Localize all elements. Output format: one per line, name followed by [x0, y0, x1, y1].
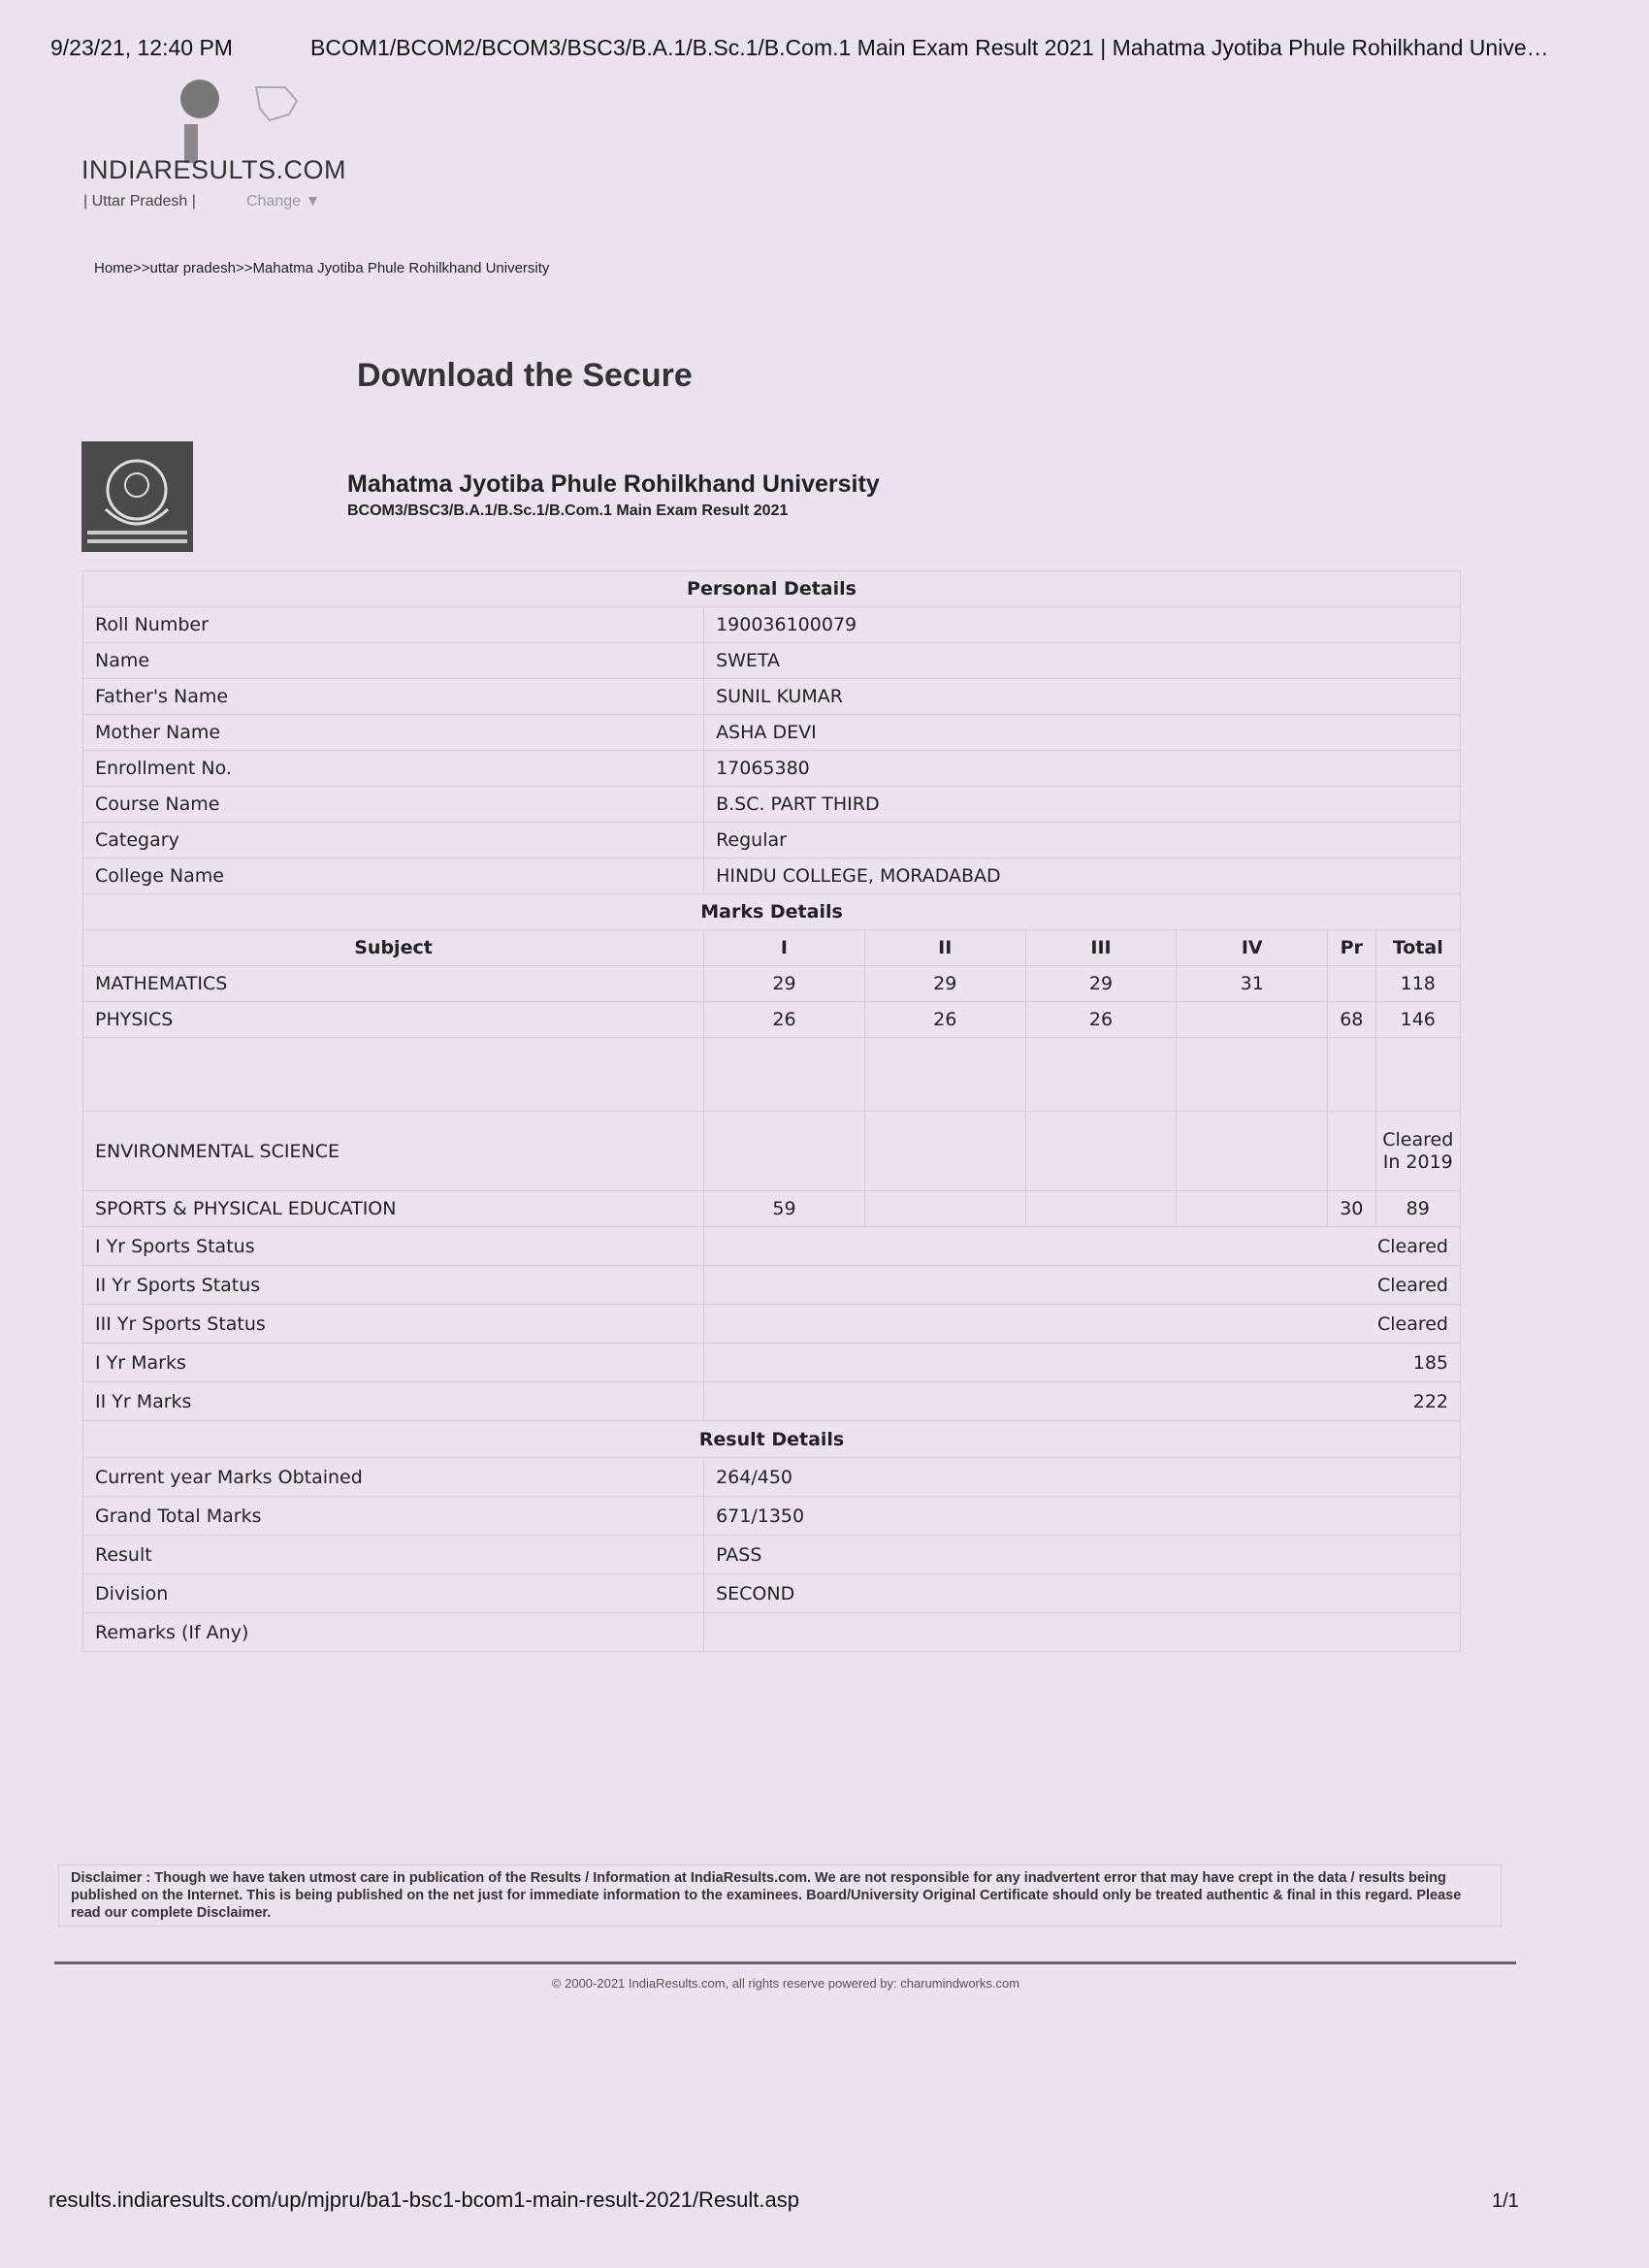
table-row [83, 607, 1461, 643]
status-value: 185 [704, 1344, 1461, 1382]
column-header: Total [1375, 930, 1460, 966]
column-header: Subject [83, 930, 704, 966]
column-header: IV [1177, 930, 1328, 966]
field-label: Course Name [83, 787, 704, 823]
subject-name: MATHEMATICS [83, 966, 704, 1002]
field-value: 190036100079 [704, 607, 1461, 643]
table-row [83, 1497, 1461, 1536]
table-row [83, 859, 1461, 894]
disclaimer: Disclaimer : Though we have taken utmost care in publication of the Results / Information at IndiaResults.com. We are not responsible for any inadvertent error that may have crept in the data / results being published on the Internet. This is being published on the net just for immediate information to the examinees. Board/University Original Certificate should only be treated authentic & final in this regard. Please read our complete Disclaimer. [58, 1864, 1502, 1927]
table-row [83, 643, 1461, 679]
column-header: Pr [1328, 930, 1375, 966]
total-cell: 146 [1375, 1002, 1460, 1038]
column-header: II [864, 930, 1025, 966]
result-table [82, 570, 1461, 1652]
subject-name: SPORTS & PHYSICAL EDUCATION [83, 1191, 704, 1227]
logo-text: INDIARESULTS.COM [81, 155, 347, 184]
marks-column-headers [83, 930, 1461, 966]
field-label: College Name [83, 859, 704, 894]
table-row [83, 1458, 1461, 1497]
field-label: Division [83, 1574, 704, 1613]
table-row [83, 715, 1461, 751]
print-page-title: BCOM1/BCOM2/BCOM3/BSC3/B.A.1/B.Sc.1/B.Com.1 Main Exam Result 2021 | Mahatma Jyotiba Phule Rohilkhand Unive… [310, 35, 1549, 60]
result-details-heading: Result Details [83, 1421, 1461, 1458]
subject-name: ENVIRONMENTAL SCIENCE [83, 1112, 704, 1191]
university-seal-icon [81, 441, 193, 552]
breadcrumb[interactable]: Home>>uttar pradesh>>Mahatma Jyotiba Phule Rohilkhand University [94, 260, 550, 276]
status-row [83, 1305, 1461, 1344]
table-row [83, 1613, 1461, 1652]
field-value: SWETA [704, 643, 1461, 679]
mark-cell: 26 [1025, 1002, 1177, 1038]
mark-cell [1177, 1002, 1328, 1038]
status-value: Cleared [704, 1227, 1461, 1266]
university-heading [347, 470, 880, 520]
table-row [83, 787, 1461, 823]
mark-cell [1328, 966, 1375, 1002]
field-value: Regular [704, 823, 1461, 859]
mark-cell: 31 [1177, 966, 1328, 1002]
field-value: 671/1350 [704, 1497, 1461, 1536]
field-label: Result [83, 1536, 704, 1574]
field-label: Enrollment No. [83, 751, 704, 787]
subject-row [83, 966, 1461, 1002]
exam-name: BCOM3/BSC3/B.A.1/B.Sc.1/B.Com.1 Main Exam Result 2021 [347, 502, 789, 519]
divider [54, 1961, 1516, 1964]
column-header: III [1025, 930, 1177, 966]
field-value: SUNIL KUMAR [704, 679, 1461, 715]
personal-details-heading: Personal Details [83, 571, 1461, 607]
field-label: Name [83, 643, 704, 679]
table-row [83, 1536, 1461, 1574]
table-row [83, 823, 1461, 859]
mark-cell: 26 [704, 1002, 865, 1038]
field-value: HINDU COLLEGE, MORADABAD [704, 859, 1461, 894]
field-value: ASHA DEVI [704, 715, 1461, 751]
subject-row [83, 1191, 1461, 1227]
section-header [83, 894, 1461, 930]
table-row [83, 751, 1461, 787]
state-label: | Uttar Pradesh | [83, 193, 196, 210]
section-header [83, 1421, 1461, 1458]
section-header [83, 571, 1461, 607]
print-page-number: 1/1 [1492, 2190, 1519, 2212]
field-label: Categary [83, 823, 704, 859]
status-label: I Yr Sports Status [83, 1227, 704, 1266]
total-cell: 89 [1375, 1191, 1460, 1227]
field-value: PASS [704, 1536, 1461, 1574]
mark-cell: 29 [864, 966, 1025, 1002]
total-cell: Cleared In 2019 [1375, 1112, 1460, 1191]
field-value: 17065380 [704, 751, 1461, 787]
status-row [83, 1382, 1461, 1421]
subject-row [83, 1112, 1461, 1191]
field-value: B.SC. PART THIRD [704, 787, 1461, 823]
change-state-link[interactable]: Change ▼ [246, 193, 321, 210]
subject-row [83, 1002, 1461, 1038]
marks-details-heading: Marks Details [83, 894, 1461, 930]
field-label: Roll Number [83, 607, 704, 643]
mark-cell: 29 [1025, 966, 1177, 1002]
total-cell: 118 [1375, 966, 1460, 1002]
status-value: 222 [704, 1382, 1461, 1421]
mark-cell: 26 [864, 1002, 1025, 1038]
status-value: Cleared [704, 1305, 1461, 1344]
field-label: Mother Name [83, 715, 704, 751]
empty-row [83, 1038, 1461, 1112]
status-row [83, 1227, 1461, 1266]
status-row [83, 1266, 1461, 1305]
mark-cell: 29 [704, 966, 865, 1002]
field-value: 264/450 [704, 1458, 1461, 1497]
status-label: II Yr Sports Status [83, 1266, 704, 1305]
column-header: I [704, 930, 865, 966]
download-secure-banner[interactable]: Download the Secure [357, 357, 693, 394]
field-label: Remarks (If Any) [83, 1613, 704, 1652]
field-label: Current year Marks Obtained [83, 1458, 704, 1497]
field-value [704, 1613, 1461, 1652]
table-row [83, 1574, 1461, 1613]
field-label: Father's Name [83, 679, 704, 715]
mark-cell: 59 [704, 1191, 865, 1227]
print-datetime: 9/23/21, 12:40 PM [50, 35, 233, 60]
status-value: Cleared [704, 1266, 1461, 1305]
status-row [83, 1344, 1461, 1382]
field-label: Grand Total Marks [83, 1497, 704, 1536]
subject-name: PHYSICS [83, 1002, 704, 1038]
status-label: I Yr Marks [83, 1344, 704, 1382]
status-label: III Yr Sports Status [83, 1305, 704, 1344]
status-label: II Yr Marks [83, 1382, 704, 1421]
university-name: Mahatma Jyotiba Phule Rohilkhand University [347, 470, 880, 498]
field-value: SECOND [704, 1574, 1461, 1613]
mark-cell: 30 [1328, 1191, 1375, 1227]
copyright: © 2000-2021 IndiaResults.com, all rights reserve powered by: charumindworks.com [551, 1976, 1020, 1991]
table-row [83, 679, 1461, 715]
print-footer-url: results.indiaresults.com/up/mjpru/ba1-bsc1-bcom1-main-result-2021/Result.asp [48, 2187, 799, 2212]
university-seal [81, 441, 193, 552]
logo-mark-icon [178, 78, 307, 165]
mark-cell: 68 [1328, 1002, 1375, 1038]
